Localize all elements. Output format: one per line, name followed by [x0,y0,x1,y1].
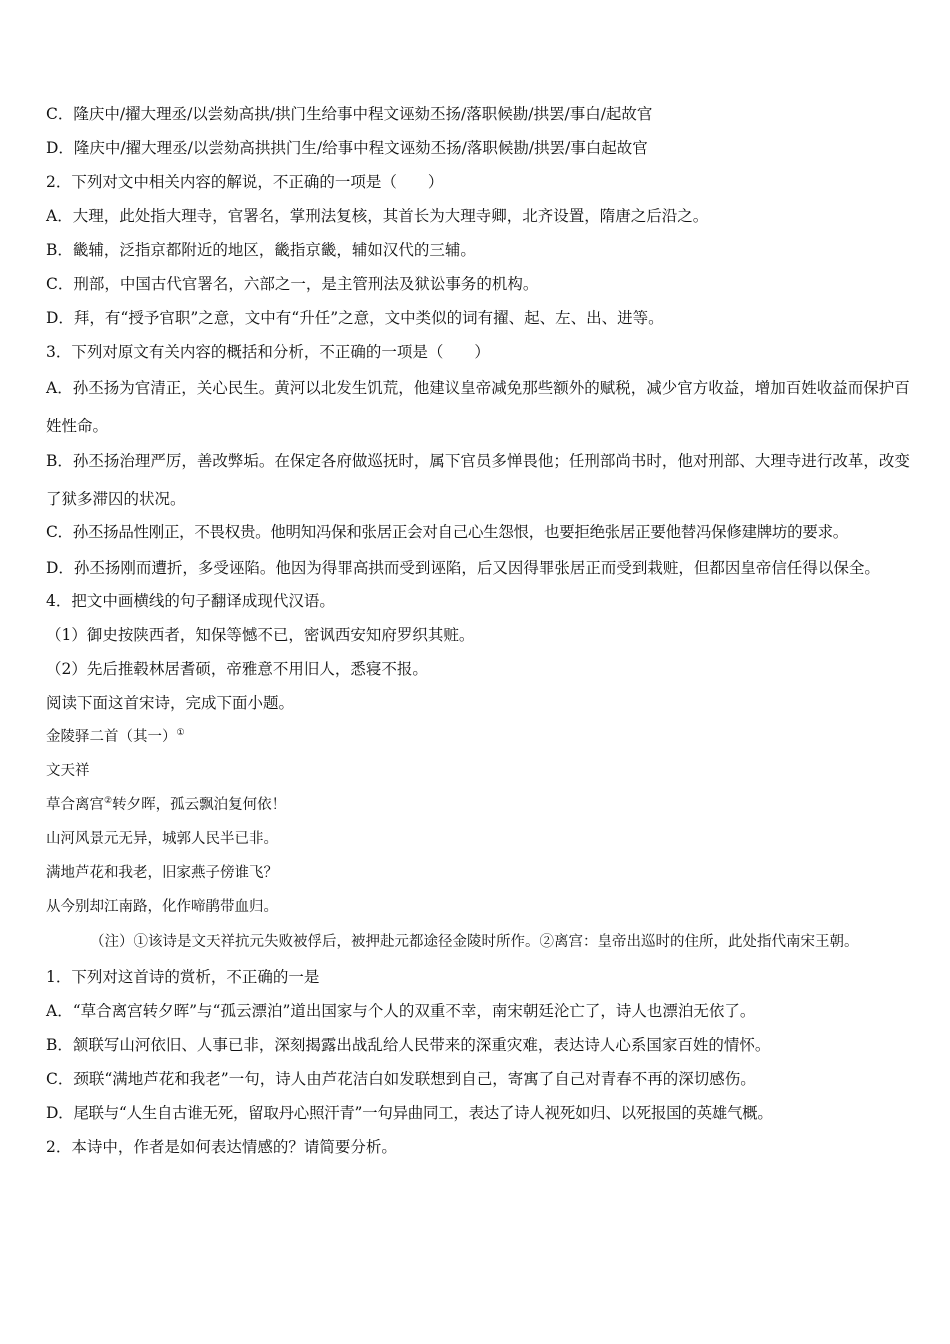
question-4-item-2: （2）先后推毂林居耆硕，帝雅意不用旧人，悉寝不报。 [46,660,428,678]
document-page [46,97,916,1164]
question-4-stem: 4．把文中画横线的句子翻译成现代汉语。 [46,592,335,610]
question-2-option-a: A．大理，此处指大理寺，官署名，掌刑法复核，其首长为大理寺卿，北齐设置，隋唐之后沿之。 [46,207,709,225]
question-2-option-b: B．畿辅，泛指京都附近的地区，畿指京畿，辅如汉代的三辅。 [46,241,476,259]
question-3-option-b: B．孙丕扬治理严厉，善改弊垢。在保定各府做巡抚时，属下官员多惮畏他；任刑部尚书时，他对刑部、大理寺进行改革，改变了狱多滞囚的状况。 [46,452,910,508]
question-3-stem: 3．下列对原文有关内容的概括和分析，不正确的一项是（ ） [46,343,490,361]
poem-question-2-stem: 2．本诗中，作者是如何表达情感的？请简要分析。 [46,1138,397,1156]
option-c-sentence-break: C．隆庆中/擢大理丞/以尝劾高拱/拱门生给事中程文诬劾丕扬/落职候勘/拱罢/事白/起故官 [46,105,653,123]
poem-annotation: （注）①该诗是文天祥抗元失败被俘后，被押赴元都途径金陵时所作。②离宫：皇帝出巡时的住所，此处指代南宋王朝。 [90,934,859,950]
poem-line-2: 山河风景元无异，城郭人民半已非。 [46,831,278,847]
poem-line-footnote-mark: ② [104,796,113,807]
poem-question-1-stem: 1．下列对这首诗的赏析，不正确的一是 [46,968,320,986]
poem-section-intro: 阅读下面这首宋诗，完成下面小题。 [46,694,295,712]
poem-line-4: 从今别却江南路，化作啼鹃带血归。 [46,899,278,915]
question-3-option-c: C．孙丕扬品性刚正，不畏权贵。他明知冯保和张居正会对自己心生怨恨，也要拒绝张居正要他替冯保修建牌坊的要求。 [46,523,848,541]
poem-question-1-option-d: D．尾联与“人生自古谁无死，留取丹心照汗青”一句异曲同工，表达了诗人视死如归、以死报国的英雄气概。 [46,1104,773,1122]
poem-line-3: 满地芦花和我老，旧家燕子傍谁飞？ [46,865,278,881]
poem-question-1-option-c: C．颈联“满地芦花和我老”一句，诗人由芦花洁白如发联想到自己，寄寓了自己对青春不再的深切感伤。 [46,1070,756,1088]
poem-title-footnote-mark: ① [176,728,185,739]
poem-author: 文天祥 [46,763,90,779]
poem-question-1-option-a: A．“草合离宫转夕晖”与“孤云漂泊”道出国家与个人的双重不幸，南宋朝廷沦亡了，诗人也漂泊无依了。 [46,1002,756,1020]
question-4-item-1: （1）御史按陕西者，知保等憾不已，密讽西安知府罗织其赃。 [46,626,475,644]
poem-title: 金陵驿二首（其一）① [46,728,185,745]
question-3-option-d: D．孙丕扬刚而遭折，多受诬陷。他因为得罪高拱而受到诬陷，后又因得罪张居正而受到栽赃，但都因皇帝信任得以保全。 [46,559,880,577]
question-3-option-a: A．孙丕扬为官清正，关心民生。黄河以北发生饥荒，他建议皇帝减免那些额外的赋税，减少官方收益，增加百姓收益而保护百姓性命。 [46,379,910,435]
question-2-option-c: C．刑部，中国古代官署名，六部之一，是主管刑法及狱讼事务的机构。 [46,275,539,293]
option-d-sentence-break: D．隆庆中/擢大理丞/以尝劾高拱拱门生/给事中程文诬劾丕扬/落职候勘/拱罢/事白起故官 [46,139,648,157]
question-2-stem: 2．下列对文中相关内容的解说，不正确的一项是（ ） [46,173,444,191]
question-2-option-d: D．拜，有“授予官职”之意，文中有“升任”之意，文中类似的词有擢、起、左、出、进等。 [46,309,664,327]
poem-line-1: 草合离宫②转夕晖，孤云飘泊复何依！ [46,796,287,813]
poem-question-1-option-b: B．颔联写山河依旧、人事已非，深刻揭露出战乱给人民带来的深重灾难，表达诗人心系国家百姓的情怀。 [46,1036,771,1054]
